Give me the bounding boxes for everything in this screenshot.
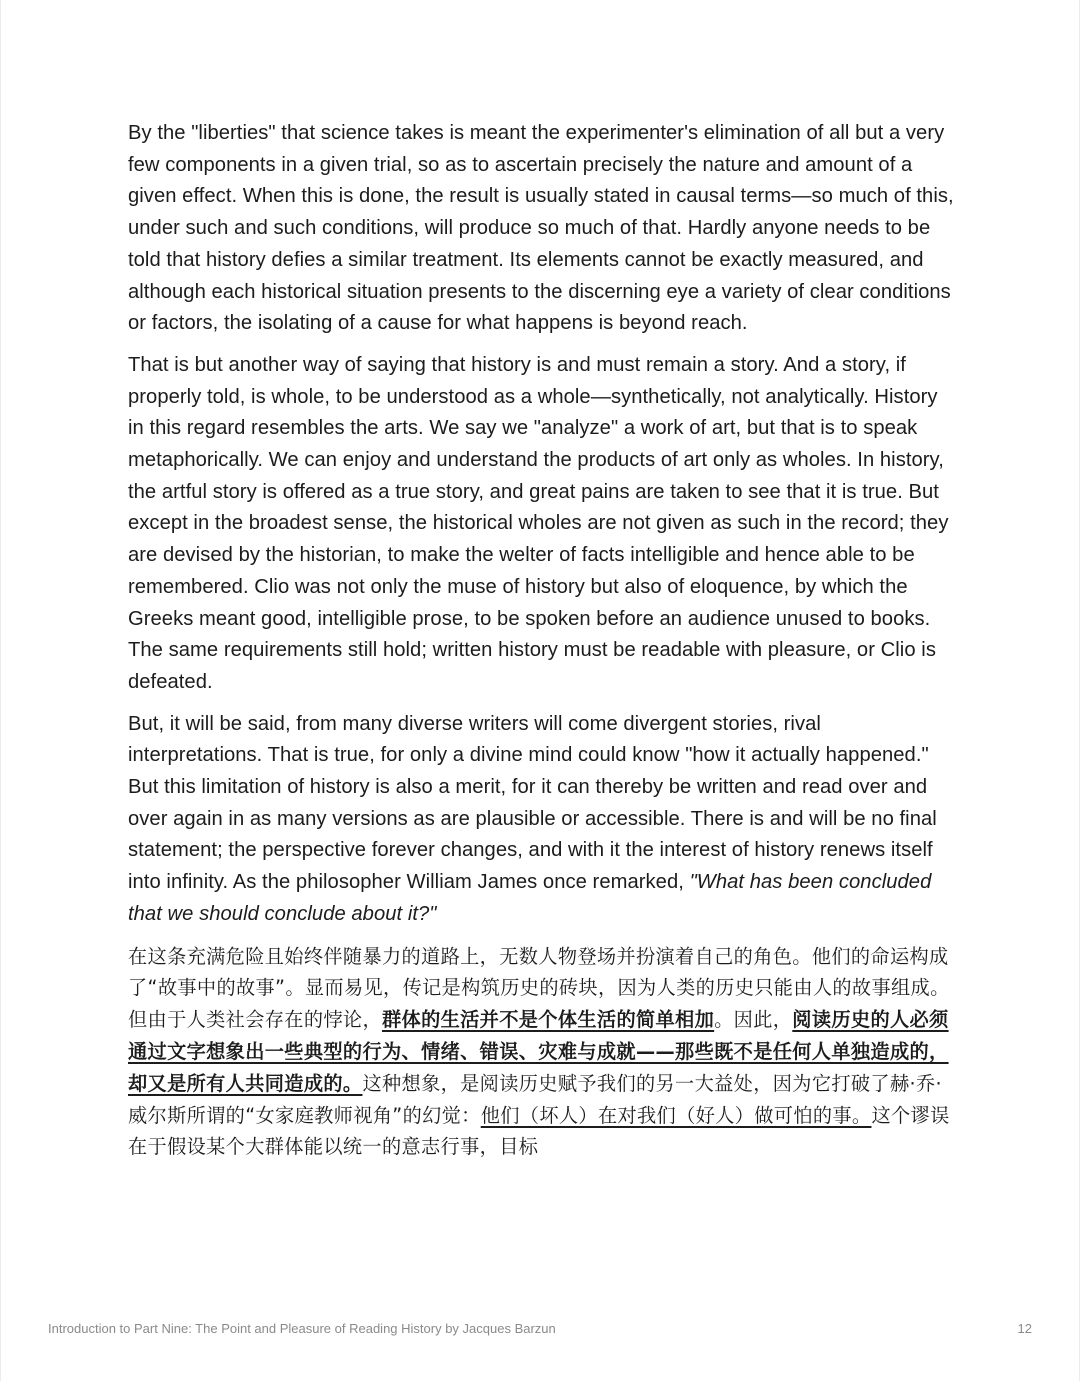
paragraph-2: That is but another way of saying that history is and must remain a story. And a story, if properly told, is whole, to be understood as a whole—synthetically, not analytically. History in this regard resembles the arts. We say we "analyze" a work of art, but that is to speak metaphorically. We can enjoy and understand the products of art only as wholes. In history, the artful story is offered as a true story, and great pains are taken to see that it is true. But except in the broadest sense, the historical wholes are not given as such in the record; they are devised by the historian, to make the welter of facts intelligible and hence able to be remembered. Clio was not only the muse of history but also of eloquence, by which the Greeks meant good, intelligible prose, to be spoken before an audience unused to books. The same requirements still hold; written history must be readable with pleasure, or Clio is defeated.: [128, 353, 949, 693]
chinese-paragraph: [128, 941, 956, 1164]
cn-highlight-2: 阅读历史的人必须通过文字想象出一些典型的行为、情绪、错误、灾难与成就——那些既不是任何人单独造成的，却又是所有人共同造成的。: [128, 1008, 949, 1095]
cn-text-1: 在这条充满危险且始终伴随暴力的道路上，无数人物登场并扮演着自己的角色。他们的命运构成了“故事中的故事”。显而易见，传记是构筑历史的砖块，因为人类的历史只能由人的故事组成。但由于人类社会存在的悖论，: [128, 944, 950, 1032]
cn-underline: 他们（坏人）在对我们（好人）做可怕的事。: [480, 1103, 872, 1127]
footer-title: Introduction to Part Nine: The Point and Pleasure of Reading History by Jacques Barzun: [48, 1321, 556, 1336]
document-body: [128, 118, 956, 1163]
page-number: 12: [1017, 1321, 1032, 1336]
cn-text-4: 这个谬误在于假设某个大群体能以统一的意志行事，目标: [128, 1103, 950, 1159]
cn-highlight-1: 群体的生活并不是个体生活的简单相加: [382, 1008, 715, 1032]
paragraph-3-text: But, it will be said, from many diverse writers will come divergent stories, rival interpretations. That is true, for only a divine mind could know "how it actually happened." But this limitation of history is also a merit, for it can thereby be written and read over and over again in as many versions as are plausible or accessible. There is and will be no final statement; the perspective forever changes, and with it the interest of history renews itself into infinity. As the philosopher William James once remarked,: [128, 712, 937, 894]
page-footer: [48, 1321, 1032, 1336]
james-quote: "What has been concluded that we should conclude about it?": [128, 871, 932, 925]
cn-text-2: 。因此，: [714, 1008, 793, 1032]
cn-text-3: 这种想象，是阅读历史赋予我们的另一大益处，因为它打破了赫·乔·威尔斯所谓的“女家庭教师视角”的幻觉：: [128, 1071, 942, 1127]
paragraph-1: By the "liberties" that science takes is meant the experimenter's elimination of all but a very few components in a given trial, so as to ascertain precisely the nature and amount of a given effect. When this is done, the result is usually stated in causal terms—so much of this, under such and such conditions, will produce so much of that. Hardly anyone needs to be told that history defies a similar treatment. Its elements cannot be exactly measured, and although each historical situation presents to the discerning eye a variety of clear conditions or factors, the isolating of a cause for what happens is beyond reach.: [128, 122, 954, 335]
paragraph-3: [128, 709, 956, 931]
